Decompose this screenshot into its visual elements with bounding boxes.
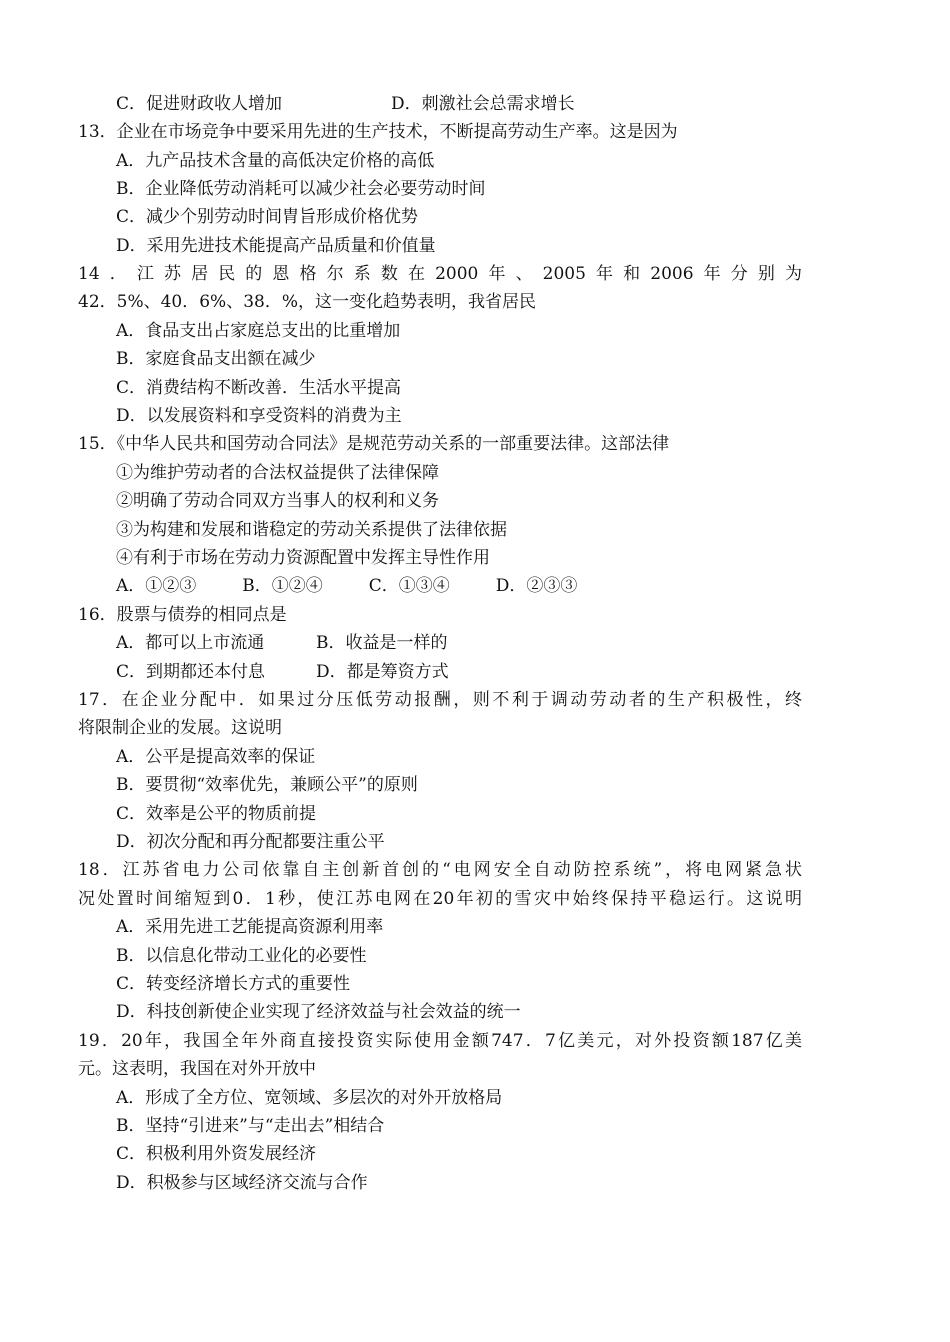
q15-statement-4: ④有利于市场在劳动力资源配置中发挥主导性作用 bbox=[116, 548, 490, 568]
q13-option-a: A．九产品技术含量的高低决定价格的高低 bbox=[116, 151, 435, 171]
q19-stem-line2: 元。这表明，我国在对外开放中 bbox=[78, 1059, 316, 1079]
q13-option-d: D．采用先进技术能提高产品质量和价值量 bbox=[116, 236, 436, 256]
q15-statement-2: ②明确了劳动合同双方当事人的权利和义务 bbox=[116, 491, 439, 511]
option-b: B．①②④ bbox=[242, 576, 323, 596]
option-a: A．都可以上市流通 bbox=[116, 633, 265, 653]
q14-option-b: B．家庭食品支出额在减少 bbox=[116, 349, 316, 369]
q14-stem-line1: 14．江苏居民的恩格尔系数在2000年、2005年和2006年分别为 bbox=[78, 264, 802, 284]
q12-options-cd bbox=[116, 90, 802, 118]
q16-options-ab bbox=[116, 629, 802, 657]
q16-options-cd bbox=[116, 658, 802, 686]
q13-option-c: C．减少个别劳动时间胄旨形成价格优势 bbox=[116, 207, 419, 227]
q14-option-a: A．食品支出占家庭总支出的比重增加 bbox=[116, 321, 401, 341]
q17-option-b: B．要贯彻“效率优先，兼顾公平”的原则 bbox=[116, 775, 418, 795]
q13-stem: 13．企业在市场竞争中要采用先进的生产技术，不断提高劳动生产率。这是因为 bbox=[78, 122, 678, 142]
q13-option-b: B．企业降低劳动消耗可以减少社会必要劳动时间 bbox=[116, 179, 486, 199]
q17-option-c: C．效率是公平的物质前提 bbox=[116, 804, 317, 824]
option-b: B．收益是一样的 bbox=[316, 633, 448, 653]
option-a: A．①②③ bbox=[116, 576, 197, 596]
q18-option-a: A．采用先进工艺能提高资源利用率 bbox=[116, 917, 384, 937]
q19-option-d: D．积极参与区域经济交流与合作 bbox=[116, 1173, 368, 1193]
q19-option-b: B．坚持“引进来”与“走出去”相结合 bbox=[116, 1116, 385, 1136]
q18-option-c: C．转变经济增长方式的重要性 bbox=[116, 974, 351, 994]
q19-option-c: C．积极利用外资发展经济 bbox=[116, 1144, 317, 1164]
q14-option-d: D．以发展资料和享受资料的消费为主 bbox=[116, 406, 402, 426]
q17-option-a: A．公平是提高效率的保证 bbox=[116, 747, 316, 767]
q18-stem-line2: 况处置时间缩短到0．1秒，使江苏电网在20年初的雪灾中始终保持平稳运行。这说明 bbox=[78, 889, 802, 909]
option-c: C．到期都还本付息 bbox=[116, 662, 266, 682]
option-d: D．刺激社会总需求增长 bbox=[391, 94, 575, 114]
q15-statement-1: ①为维护劳动者的合法权益提供了法律保障 bbox=[116, 463, 439, 483]
q18-option-d: D．科技创新使企业实现了经济效益与社会效益的统一 bbox=[116, 1002, 521, 1022]
q19-stem-line1: 19．20年，我国全年外商直接投资实际使用金额747．7亿美元，对外投资额187亿美 bbox=[78, 1031, 802, 1051]
q15-statement-3: ③为构建和发展和谐稳定的劳动关系提供了法律依据 bbox=[116, 520, 507, 540]
option-d: D．都是筹资方式 bbox=[316, 662, 449, 682]
option-c: C．促进财政收人增加 bbox=[116, 94, 283, 114]
q14-option-c: C．消费结构不断改善．生活水平提高 bbox=[116, 378, 402, 398]
q17-option-d: D．初次分配和再分配都要注重公平 bbox=[116, 832, 385, 852]
q17-stem-line1: 17．在企业分配中．如果过分压低劳动报酬，则不利于调动劳动者的生产积极性，终 bbox=[78, 690, 802, 710]
q14-stem-line2: 42．5%、40．6%、38．%，这一变化趋势表明，我省居民 bbox=[78, 292, 536, 312]
q18-stem-line1: 18．江苏省电力公司依靠自主创新首创的“电网安全自动防控系统”，将电网紧急状 bbox=[78, 860, 802, 880]
q15-stem: 15．《中华人民共和国劳动合同法》是规范劳动关系的一部重要法律。这部法律 bbox=[78, 434, 670, 454]
q19-option-a: A．形成了全方位、宽领域、多层次的对外开放格局 bbox=[116, 1088, 503, 1108]
option-c: C．①③④ bbox=[368, 576, 450, 596]
q16-stem: 16．股票与债券的相同点是 bbox=[78, 605, 287, 625]
q18-option-b: B．以信息化带动工业化的必要性 bbox=[116, 946, 367, 966]
q17-stem-line2: 将限制企业的发展。这说明 bbox=[78, 718, 282, 738]
option-d: D．②③③ bbox=[495, 576, 578, 596]
q15-options bbox=[116, 572, 802, 600]
